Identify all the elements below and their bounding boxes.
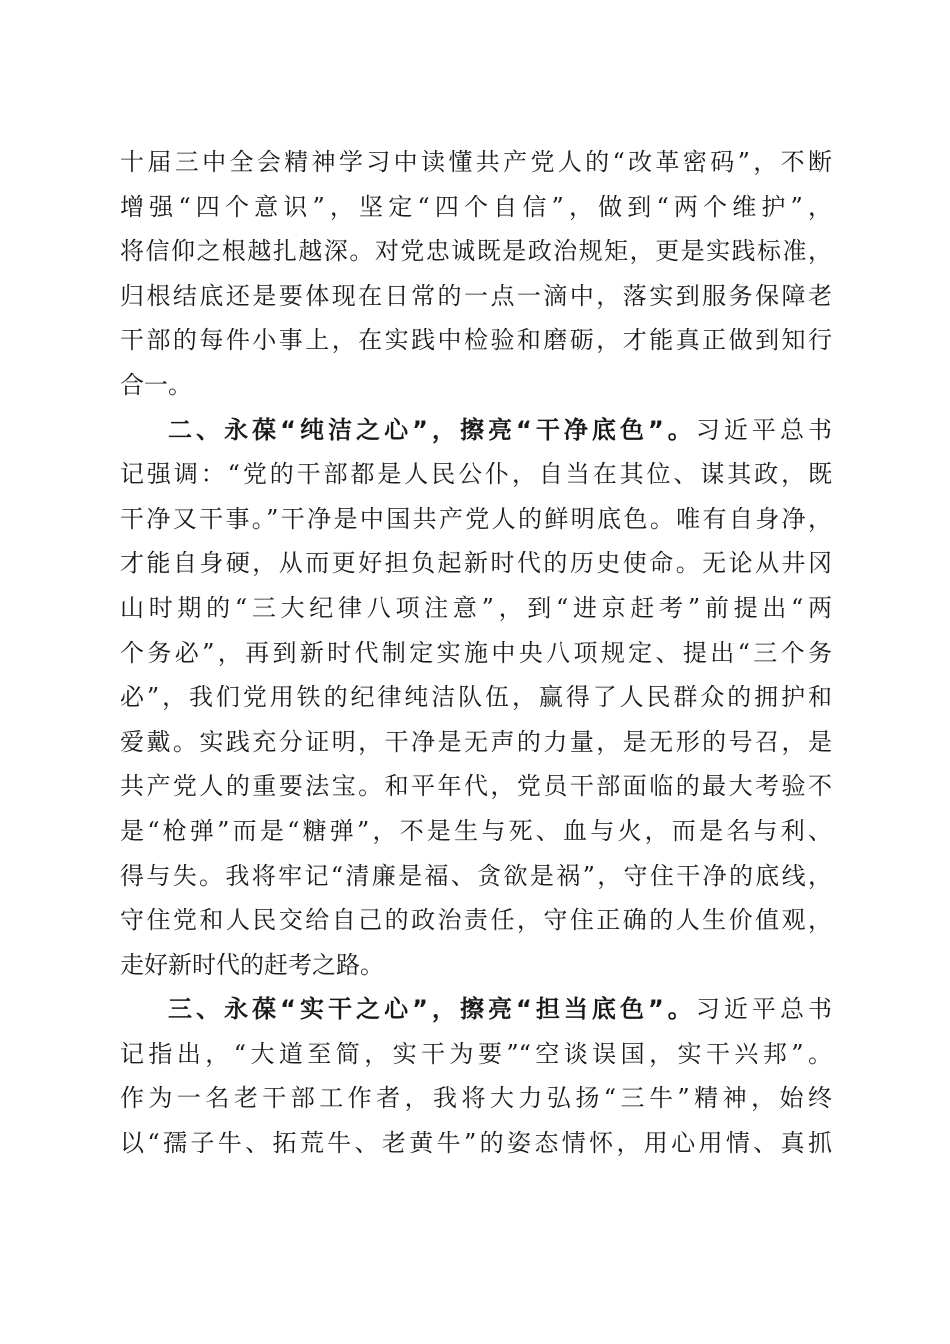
paragraph-2-first-line-text: 习近平总书: [695, 415, 832, 444]
paragraph-1-line-6: 合一。: [120, 370, 192, 399]
section-heading-2: 二、永葆“纯洁之心”，擦亮“干净底色”。: [168, 415, 696, 444]
paragraph-2-line: 得与失。我将牢记“清廉是福、贪欲是祸”，守住干净的底线，: [120, 861, 832, 890]
paragraph-2-line: 守住党和人民交给自己的政治责任，守住正确的人生价值观，: [120, 906, 832, 935]
paragraph-3-line: 记指出，“大道至简，实干为要”“空谈误国，实干兴邦”。: [120, 1039, 832, 1068]
paragraph-2-first-line: [120, 408, 832, 453]
section-heading-3: 三、永葆“实干之心”，擦亮“担当底色”。: [168, 995, 696, 1024]
paragraph-2-line: 个务必”，再到新时代制定实施中央八项规定、提出“三个务: [120, 638, 832, 667]
paragraph-2-line: 共产党人的重要法宝。和平年代，党员干部面临的最大考验不: [120, 772, 832, 801]
paragraph-3-first-line: [120, 987, 832, 1032]
paragraph-1-line-5: 干部的每件小事上，在实践中检验和磨砺，才能真正做到知行: [120, 326, 832, 355]
paragraph-2-line: 是“枪弹”而是“糖弹”，不是生与死、血与火，而是名与利、: [120, 816, 832, 845]
paragraph-3-line: 以“孺子牛、拓荒牛、老黄牛”的姿态情怀，用心用情、真抓: [120, 1129, 832, 1158]
paragraph-2-line: 山时期的“三大纪律八项注意”，到“进京赶考”前提出“两: [120, 593, 832, 622]
paragraph-1-line-1: 十届三中全会精神学习中读懂共产党人的“改革密码”，不断: [120, 148, 832, 176]
document-body: [120, 140, 832, 1166]
paragraph-2-line: 走好新时代的赶考之路。: [120, 950, 384, 979]
paragraph-1-line-2: 增强“四个意识”，坚定“四个自信”，做到“两个维护”，: [120, 192, 832, 221]
paragraph-2-line: 记强调：“党的干部都是人民公仆，自当在其位、谋其政，既: [120, 460, 832, 489]
paragraph-1-line-3: 将信仰之根越扎越深。对党忠诚既是政治规矩，更是实践标准，: [120, 237, 832, 266]
paragraph-2-line: 才能自身硬，从而更好担负起新时代的历史使命。无论从井冈: [120, 549, 832, 578]
paragraph-3-first-line-text: 习近平总书: [695, 995, 832, 1024]
paragraph-2-line: 干净又干事。”干净是中国共产党人的鲜明底色。唯有自身净，: [120, 504, 832, 533]
paragraph-1-line-4: 归根结底还是要体现在日常的一点一滴中，落实到服务保障老: [120, 281, 832, 310]
paragraph-3-line: 作为一名老干部工作者，我将大力弘扬“三牛”精神，始终: [120, 1084, 832, 1113]
paragraph-2-line: 爱戴。实践充分证明，干净是无声的力量，是无形的号召，是: [120, 727, 832, 756]
paragraph-2-line: 必”，我们党用铁的纪律纯洁队伍，赢得了人民群众的拥护和: [120, 683, 832, 712]
